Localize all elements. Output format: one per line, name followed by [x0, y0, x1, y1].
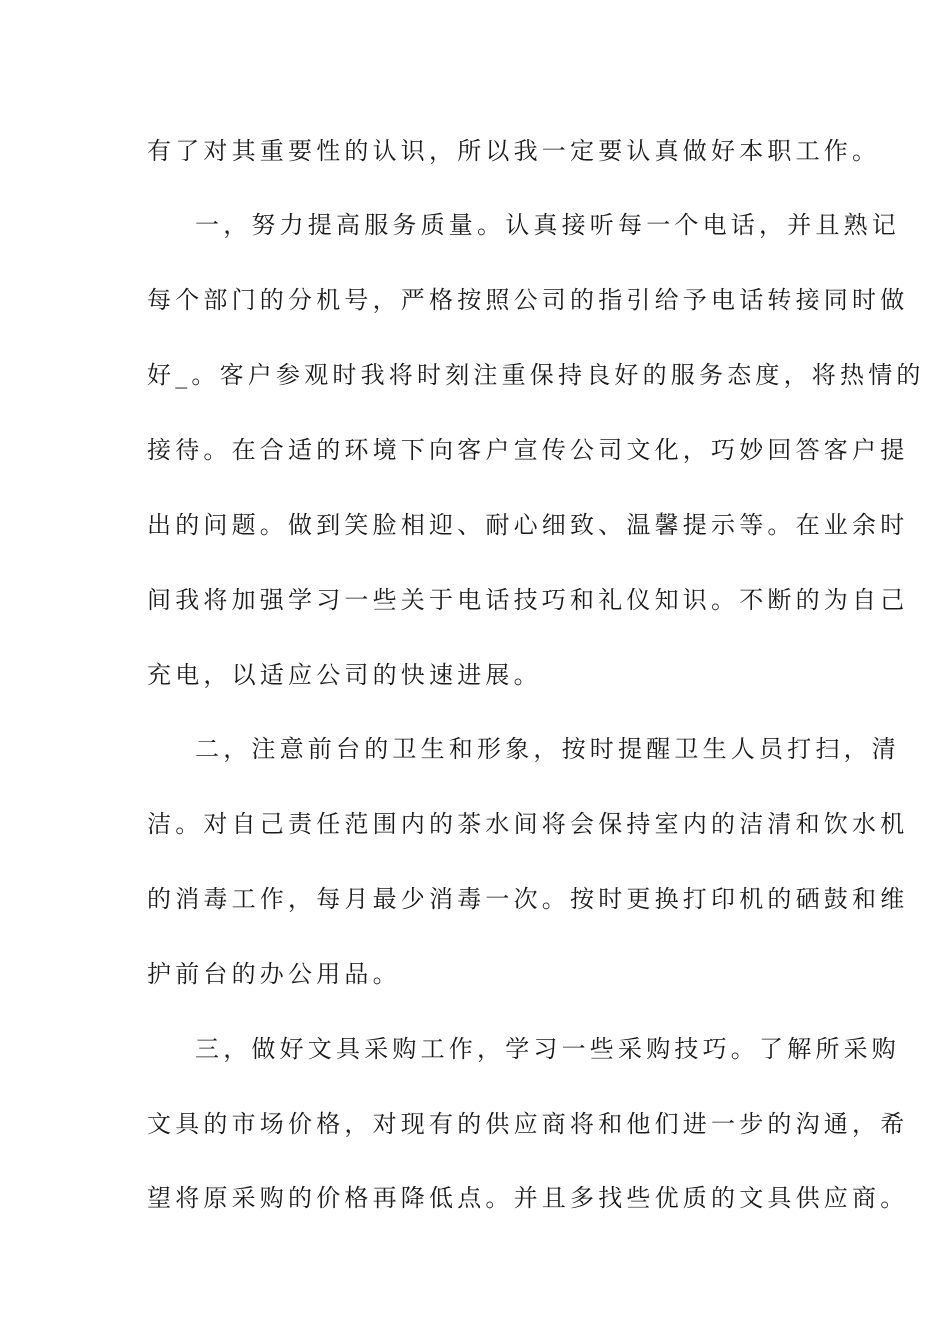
text-line: 的消毒工作，每月最少消毒一次。按时更换打印机的硒鼓和维 [147, 885, 909, 913]
text-line: 文具的市场价格，对现有的供应商将和他们进一步的沟通，希 [147, 1110, 909, 1138]
text-line: 三，做好文具采购工作，学习一些采购技巧。了解所采购 [195, 1035, 900, 1063]
text-line: 二，注意前台的卫生和形象，按时提醒卫生人员打扫，清 [195, 735, 900, 763]
text-line: 洁。对自己责任范围内的茶水间将会保持室内的洁清和饮水机 [147, 810, 909, 838]
text-line: 一，努力提高服务质量。认真接听每一个电话，并且熟记 [195, 211, 900, 239]
text-line: 望将原采购的价格再降低点。并且多找些优质的文具供应商。 [147, 1184, 909, 1212]
text-line: 护前台的办公用品。 [147, 960, 401, 988]
text-line: 出的问题。做到笑脸相迎、耐心细致、温馨提示等。在业余时 [147, 511, 909, 539]
text-line: 接待。在合适的环境下向客户宣传公司文化，巧妙回答客户提 [147, 436, 909, 464]
text-line: 有了对其重要性的认识，所以我一定要认真做好本职工作。 [147, 137, 881, 165]
text-line: 每个部门的分机号，严格按照公司的指引给予电话转接同时做 [147, 286, 909, 314]
text-line: 充电，以适应公司的快速进展。 [147, 661, 542, 689]
text-line: 间我将加强学习一些关于电话技巧和礼仪知识。不断的为自己 [147, 586, 909, 614]
text-line: 好_。客户参观时我将时刻注重保持良好的服务态度，将热情的 [147, 361, 925, 389]
